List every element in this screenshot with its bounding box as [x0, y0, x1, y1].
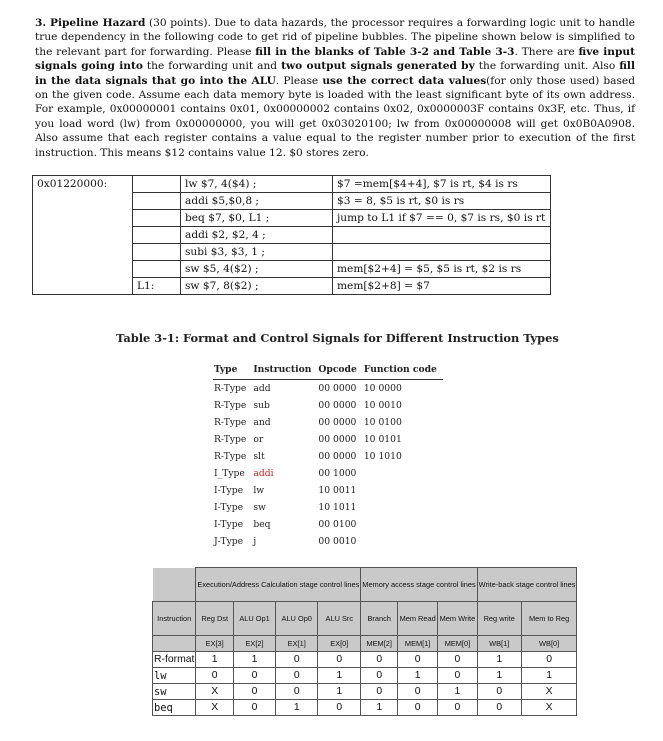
code-label: [133, 261, 181, 278]
code-instruction: sw $7, 8($2) ;: [181, 278, 333, 295]
code-comment: [333, 244, 551, 261]
control-value: X: [196, 684, 234, 700]
opcode-cell: 00 0100: [318, 518, 357, 530]
control-value: 0: [477, 684, 521, 700]
code-label: [133, 244, 181, 261]
code-label: [133, 227, 181, 244]
instruction-cell: lw: [253, 484, 265, 496]
control-value: X: [196, 700, 234, 716]
control-row-name: R-format: [153, 652, 196, 668]
control-value: 1: [318, 684, 361, 700]
format-table: [213, 364, 443, 550]
type-cell: J-Type: [214, 535, 244, 547]
control-value: 1: [361, 700, 398, 716]
opcode-cell: 00 0000: [318, 416, 357, 428]
format-row: [213, 414, 443, 431]
code-instruction: addi $2, $2, 4 ;: [181, 227, 333, 244]
col-bit: WB[0]: [521, 636, 577, 652]
control-value: 0: [361, 668, 398, 684]
col-name: Reg Dst: [196, 602, 234, 636]
control-value: 1: [276, 700, 318, 716]
control-value: X: [521, 700, 577, 716]
header-type: Type: [213, 364, 252, 380]
control-value: 0: [233, 684, 275, 700]
function-code-cell: [363, 465, 443, 482]
control-row: [153, 668, 577, 684]
instruction-cell: slt: [253, 450, 265, 462]
control-value: X: [521, 684, 577, 700]
col-name: ALU Src: [318, 602, 361, 636]
type-cell: I-Type: [214, 518, 244, 530]
control-value: 0: [276, 684, 318, 700]
col-bit: EX[1]: [276, 636, 318, 652]
control-row: [153, 684, 577, 700]
code-row: [33, 244, 551, 261]
instruction-header: Instruction: [153, 602, 196, 636]
header-function-code: Function code: [363, 364, 443, 380]
format-row: [213, 380, 443, 397]
type-cell: I-Type: [214, 484, 244, 496]
control-value: 1: [477, 652, 521, 668]
table-3-1-title: Table 3-1: Format and Control Signals for Different Instruction Types: [116, 331, 559, 345]
col-name: ALU Op0: [276, 602, 318, 636]
control-value: 0: [276, 652, 318, 668]
function-code-cell: 10 0100: [363, 416, 402, 428]
instruction-cell: and: [253, 416, 271, 428]
code-comment: jump to L1 if $7 == 0, $7 is rs, $0 is rt: [333, 210, 551, 227]
col-bit: EX[0]: [318, 636, 361, 652]
code-comment: $3 = 8, $5 is rt, $0 is rs: [333, 193, 551, 210]
header-opcode: Opcode: [317, 364, 362, 380]
control-value: 1: [521, 668, 577, 684]
group-writeback: Write-back stage control lines: [477, 568, 577, 602]
function-code-cell: [363, 533, 443, 550]
opcode-cell: 10 0011: [318, 484, 357, 496]
control-value: 1: [438, 684, 478, 700]
control-row: [153, 700, 577, 716]
code-instruction: sw $5, 4($2) ;: [181, 261, 333, 278]
control-value: 0: [521, 652, 577, 668]
code-instruction: addi $5,$0,8 ;: [181, 193, 333, 210]
control-value: 0: [477, 700, 521, 716]
code-label: [133, 210, 181, 227]
instruction-cell: addi: [253, 467, 274, 479]
format-row: [213, 516, 443, 533]
control-value: 0: [438, 652, 478, 668]
control-signals-table: [152, 567, 577, 716]
instruction-cell: sub: [253, 399, 270, 411]
function-code-cell: 10 0010: [363, 399, 402, 411]
code-label: [133, 193, 181, 210]
control-value: 0: [438, 668, 478, 684]
code-row: [33, 227, 551, 244]
code-label: L1:: [133, 278, 181, 295]
function-code-cell: 10 0000: [363, 382, 402, 394]
control-value: 0: [398, 700, 438, 716]
format-row: [213, 397, 443, 414]
problem-heading: 3. Pipeline Hazard: [35, 17, 146, 29]
control-value: 1: [233, 652, 275, 668]
opcode-cell: 10 1011: [318, 501, 357, 513]
col-name: Mem Read: [398, 602, 438, 636]
type-cell: R-Type: [214, 382, 247, 394]
opcode-cell: 00 0000: [318, 382, 357, 394]
col-name: ALU Op1: [233, 602, 275, 636]
function-code-cell: 10 1010: [363, 450, 402, 462]
format-row: [213, 482, 443, 499]
col-name: Mem Write: [438, 602, 478, 636]
type-cell: R-Type: [214, 433, 247, 445]
code-instruction: beq $7, $0, L1 ;: [181, 210, 333, 227]
control-row-name: lw: [153, 668, 196, 684]
format-row: [213, 533, 443, 550]
type-cell: I_Type: [214, 467, 245, 479]
code-comment: mem[$2+8] = $7: [333, 278, 551, 295]
control-bit-row: [153, 636, 577, 652]
control-value: 0: [361, 652, 398, 668]
type-cell: R-Type: [214, 416, 247, 428]
control-value: 1: [477, 668, 521, 684]
code-row: [33, 193, 551, 210]
control-value: 1: [196, 652, 234, 668]
control-value: 0: [276, 668, 318, 684]
code-table: [32, 175, 551, 295]
function-code-cell: [363, 516, 443, 533]
code-address: 0x01220000:: [33, 176, 133, 193]
code-row: [33, 176, 551, 193]
format-row: [213, 465, 443, 482]
function-code-cell: [363, 482, 443, 499]
code-comment: $7 =mem[$4+4], $7 is rt, $4 is rs: [333, 176, 551, 193]
col-bit: EX[3]: [196, 636, 234, 652]
opcode-cell: 00 0000: [318, 399, 357, 411]
code-label: [133, 176, 181, 193]
control-value: 0: [361, 684, 398, 700]
control-value: 0: [398, 652, 438, 668]
problem-statement: 3. Pipeline Hazard (30 points). Due to data hazards, the processor requires a forwarding logic unit to handle true dependency in the following code to get rid of pipeline bubbles. The pipeline shown below is simplified to the relevant part for forwarding. Please fill in the blanks of Table 3-2 and Table 3-3. There are five input signals going into the forwarding unit and two output signals generated by the forwarding unit. Also fill in the data signals that go into the ALU. Please use the correct data values(for only those used) based on the given code. Assume each data memory byte is loaded with the least significant byte of its own address. For example, 0x00000001 contains 0x01, 0x00000002 contains 0x02, 0x0000003F contains 0x3F, etc. Thus, if you load word (lw) from 0x00000000, you will get 0x03020100; lw from 0x00000008 will get 0x0B0A0908. Also assume that each register contains a value equal to the register number prior to execution of the first instruction. This means $12 contains value 12. $0 stores zero.: [35, 17, 636, 159]
control-value: 0: [233, 700, 275, 716]
instruction-cell: add: [253, 382, 271, 394]
opcode-cell: 00 0000: [318, 450, 357, 462]
control-value: 1: [318, 668, 361, 684]
code-comment: [333, 227, 551, 244]
control-value: 0: [196, 668, 234, 684]
control-row-name: sw: [153, 684, 196, 700]
col-name: Reg write: [477, 602, 521, 636]
header-instruction: Instruction: [252, 364, 317, 380]
control-group-row: [153, 568, 577, 602]
col-bit: WB[1]: [477, 636, 521, 652]
col-bit: EX[2]: [233, 636, 275, 652]
code-comment: mem[$2+4] = $5, $5 is rt, $2 is rs: [333, 261, 551, 278]
col-name: Mem to Reg: [521, 602, 577, 636]
control-row-name: beq: [153, 700, 196, 716]
control-value: 0: [318, 700, 361, 716]
function-code-cell: [363, 499, 443, 516]
control-value: 0: [438, 700, 478, 716]
instruction-cell: sw: [253, 501, 266, 513]
code-row: [33, 210, 551, 227]
control-value: 0: [233, 668, 275, 684]
control-row: [153, 652, 577, 668]
instruction-cell: or: [253, 433, 264, 445]
function-code-cell: 10 0101: [363, 433, 402, 445]
control-value: 1: [398, 668, 438, 684]
code-row: [33, 261, 551, 278]
instruction-cell: j: [253, 535, 257, 547]
format-row: [213, 499, 443, 516]
type-cell: I-Type: [214, 501, 244, 513]
opcode-cell: 00 0000: [318, 433, 357, 445]
opcode-cell: 00 1000: [318, 467, 357, 479]
code-row: [33, 278, 551, 295]
opcode-cell: 00 0010: [318, 535, 357, 547]
problem-points: (30 points).: [149, 17, 211, 29]
col-bit: MEM[2]: [361, 636, 398, 652]
type-cell: R-Type: [214, 399, 247, 411]
type-cell: R-Type: [214, 450, 247, 462]
code-instruction: lw $7, 4($4) ;: [181, 176, 333, 193]
instruction-cell: beq: [253, 518, 271, 530]
group-memory: Memory access stage control lines: [361, 568, 477, 602]
control-value: 0: [318, 652, 361, 668]
col-bit: MEM[1]: [398, 636, 438, 652]
control-name-row: [153, 602, 577, 636]
control-value: 0: [398, 684, 438, 700]
col-name: Branch: [361, 602, 398, 636]
format-header-row: [213, 364, 443, 380]
format-row: [213, 431, 443, 448]
col-bit: MEM[0]: [438, 636, 478, 652]
code-instruction: subi $3, $3, 1 ;: [181, 244, 333, 261]
format-row: [213, 448, 443, 465]
group-execution: Execution/Address Calculation stage control lines: [196, 568, 361, 602]
